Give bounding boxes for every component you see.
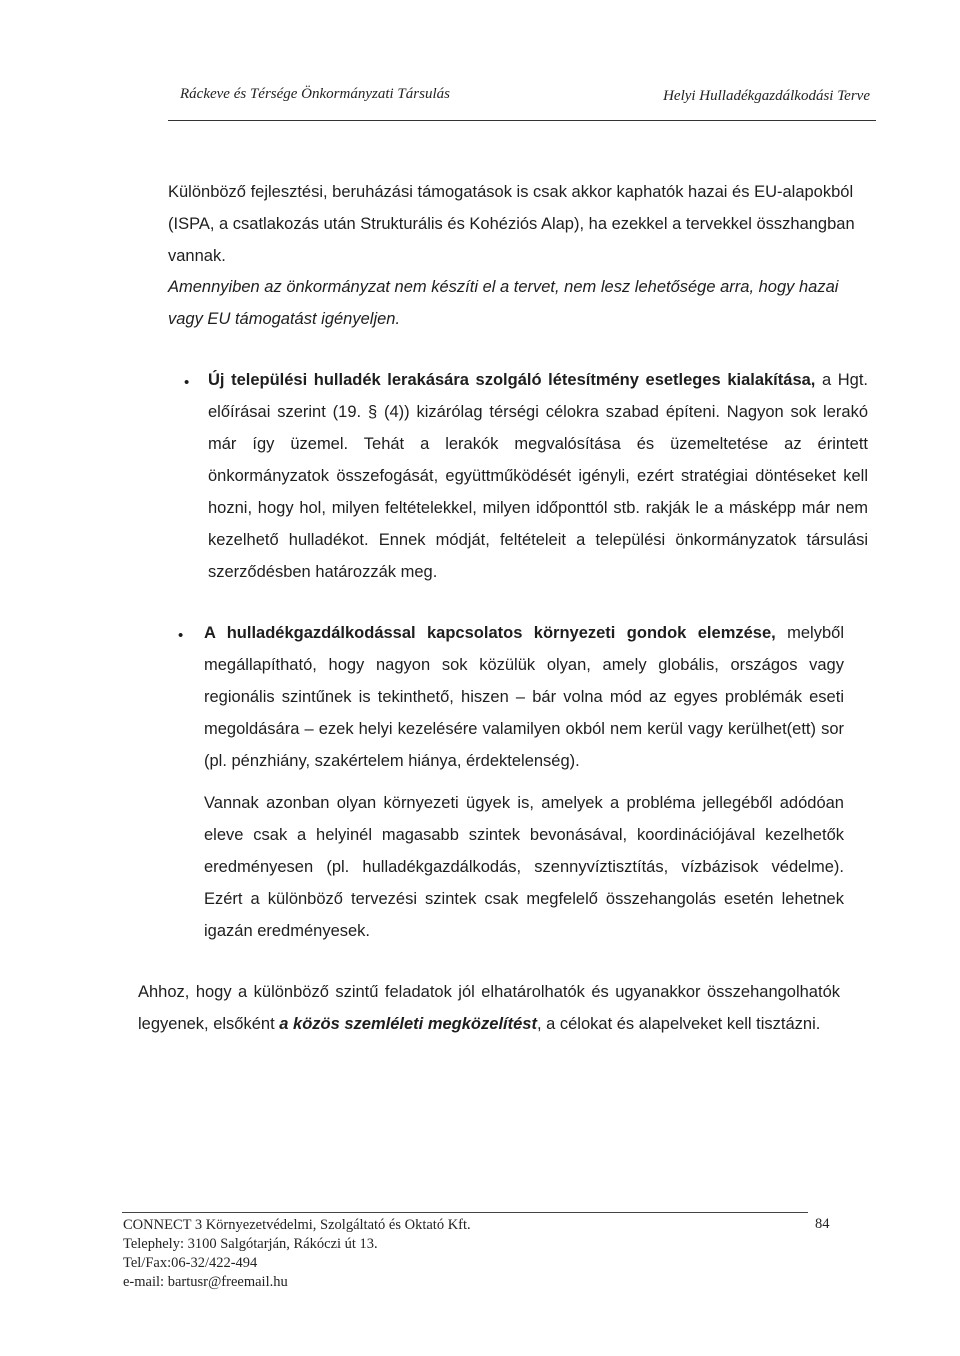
page-footer xyxy=(123,1216,843,1292)
bullet-item-landfill xyxy=(208,364,868,588)
footer-phone: Tel/Fax:06-32/422-494 xyxy=(123,1255,258,1271)
bullet-icon: • xyxy=(178,627,184,644)
bullet-body: a Hgt. előírásai szerint (19. § (4)) kizárólag térségi célokra szabad építeni. Nagyon sok lerakó már így üzemel. Tehát a lerakók megvalósítása és üzemeltetése az érintett önkormányzatok összefogását, együttműködését igényli, ezért stratégiai döntéseket kell hozni, hogy hol, milyen feltételekkel, milyen időponttól stb. rakják le a másképp már nem kezelhető hulladékot. Ennek módját, feltételeit a települési önkormányzatok társulási szerződésben határozzák meg. xyxy=(208,371,868,581)
closing-text: , a célokat és alapelveket kell tisztázni. xyxy=(536,1015,821,1033)
page-number: 84 xyxy=(815,1216,830,1232)
footer-address: Telephely: 3100 Salgótarján, Rákóczi út 13. xyxy=(123,1236,378,1252)
bullet-heading: Új települési hulladék lerakására szolgáló létesítmény esetleges kialakítása, xyxy=(208,371,816,389)
footer-divider xyxy=(122,1212,808,1213)
page-header xyxy=(180,86,870,116)
header-organization: Ráckeve és Térsége Önkormányzati Társulás xyxy=(180,86,450,102)
paragraph-funding: Különböző fejlesztési, beruházási támogatások is csak akkor kaphatók hazai és EU-alapokból (ISPA, a csatlakozás után Strukturális és Kohéziós Alap), ha ezekkel a tervekkel összhangban vannak. xyxy=(168,183,855,265)
bullet-heading: A hulladékgazdálkodással kapcsolatos környezeti gondok elemzése, xyxy=(204,624,776,642)
header-divider xyxy=(168,120,876,121)
bullet-icon: • xyxy=(184,374,190,391)
bullet-continuation: Vannak azonban olyan környezeti ügyek is, amelyek a probléma jellegéből adódóan eleve csak a helyinél magasabb szintek bevonásával, koordinációjával kezelhetők eredményesen (pl. hulladékgazdálkodás, szennyvíztisztítás, vízbázisok védelme). Ezért a különböző tervezési szintek csak megfelelő összehangolás esetén lehetnek igazán eredményesek. xyxy=(204,794,844,940)
paragraph-closing xyxy=(138,976,840,1040)
closing-emphasis: a közös szemléleti megközelítést xyxy=(279,1015,537,1033)
closing-text: Ahhoz, hogy a különböző szintű feladatok jól elhatárolhatók és ugyanakkor összehangolhatók legyenek, elsőként xyxy=(138,983,840,1033)
paragraph-consequence: Amennyiben az önkormányzat nem készíti el a tervet, nem lesz lehetősége arra, hogy hazai vagy EU támogatást igényeljen. xyxy=(168,278,839,328)
bullet-body: melyből megállapítható, hogy nagyon sok közülük olyan, amely globális, országos vagy regionális szintűnek is tekinthető, hiszen – bár volna mód az egyes problémák eseti megoldására – ezek helyi kezelésére valamilyen okból nem kerül vagy kerülhet(ett) sor (pl. pénzhiány, szakértelem hiánya, érdektelenség). xyxy=(204,624,844,770)
bullet-item-environment xyxy=(204,617,844,777)
footer-email: e-mail: bartusr@freemail.hu xyxy=(123,1274,288,1290)
header-document-title: Helyi Hulladékgazdálkodási Terve xyxy=(663,88,870,104)
footer-company: CONNECT 3 Környezetvédelmi, Szolgáltató és Oktató Kft. xyxy=(123,1217,471,1233)
